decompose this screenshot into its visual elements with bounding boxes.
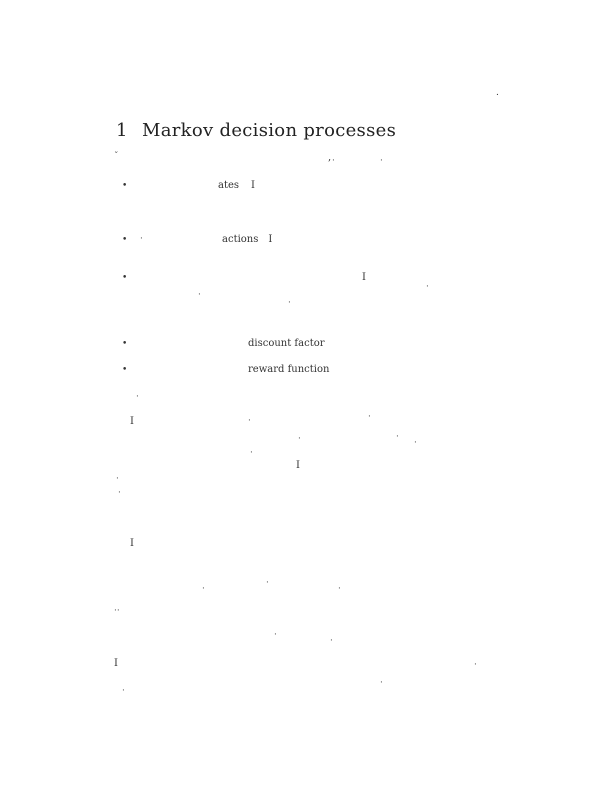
definition-suffix: I xyxy=(268,234,273,245)
definition-item-reward xyxy=(122,364,329,375)
speck: · xyxy=(338,584,341,594)
definition-term: ates xyxy=(218,180,240,191)
speck: · xyxy=(116,474,119,484)
definition-suffix: I xyxy=(251,180,255,191)
speck: · xyxy=(332,156,335,166)
intro-mark: ˇ xyxy=(114,152,119,162)
definition-term: reward function xyxy=(248,364,330,375)
speck: · xyxy=(202,584,205,594)
section-number: 1 xyxy=(116,120,128,141)
definition-item-actions xyxy=(122,234,272,245)
section-title: Markov decision processes xyxy=(142,120,397,141)
speck: · xyxy=(250,448,253,458)
speck: · xyxy=(198,290,201,300)
speck: · xyxy=(266,578,269,588)
bullet-icon: • xyxy=(122,365,128,375)
speck: · xyxy=(274,630,277,640)
definition-item-discount xyxy=(122,338,325,349)
speck: · xyxy=(122,686,125,696)
paragraph-fragment: I xyxy=(114,658,118,669)
page-number: . xyxy=(496,88,499,98)
speck: · xyxy=(474,660,477,670)
intro-fragment: , xyxy=(328,152,332,163)
bullet-icon: • xyxy=(122,235,128,245)
paragraph-fragment: I xyxy=(130,416,134,427)
bullet-icon: • xyxy=(122,181,128,191)
definition-term: actions xyxy=(222,234,259,245)
speck: · xyxy=(368,412,371,422)
definition-suffix: I xyxy=(362,272,366,283)
speck: · xyxy=(118,488,121,498)
bullet-icon: • xyxy=(122,339,128,349)
definition-item-states xyxy=(122,180,255,191)
speck: · xyxy=(380,678,383,688)
speck: ·· xyxy=(114,606,120,616)
speck: · xyxy=(248,416,251,426)
paragraph-fragment: I xyxy=(296,460,300,471)
speck: · xyxy=(298,434,301,444)
definition-term: discount factor xyxy=(248,338,325,349)
speck: · xyxy=(396,432,399,442)
speck: · xyxy=(136,392,139,402)
speck: · xyxy=(288,298,291,308)
section-heading xyxy=(116,120,396,141)
speck: · xyxy=(380,156,383,166)
speck: · xyxy=(330,636,333,646)
bullet-icon: • xyxy=(122,273,128,283)
speck: · xyxy=(426,282,429,292)
speck: · xyxy=(140,234,143,244)
definition-item-transition xyxy=(122,272,366,283)
speck: · xyxy=(414,438,417,448)
paragraph-fragment: I xyxy=(130,538,134,549)
